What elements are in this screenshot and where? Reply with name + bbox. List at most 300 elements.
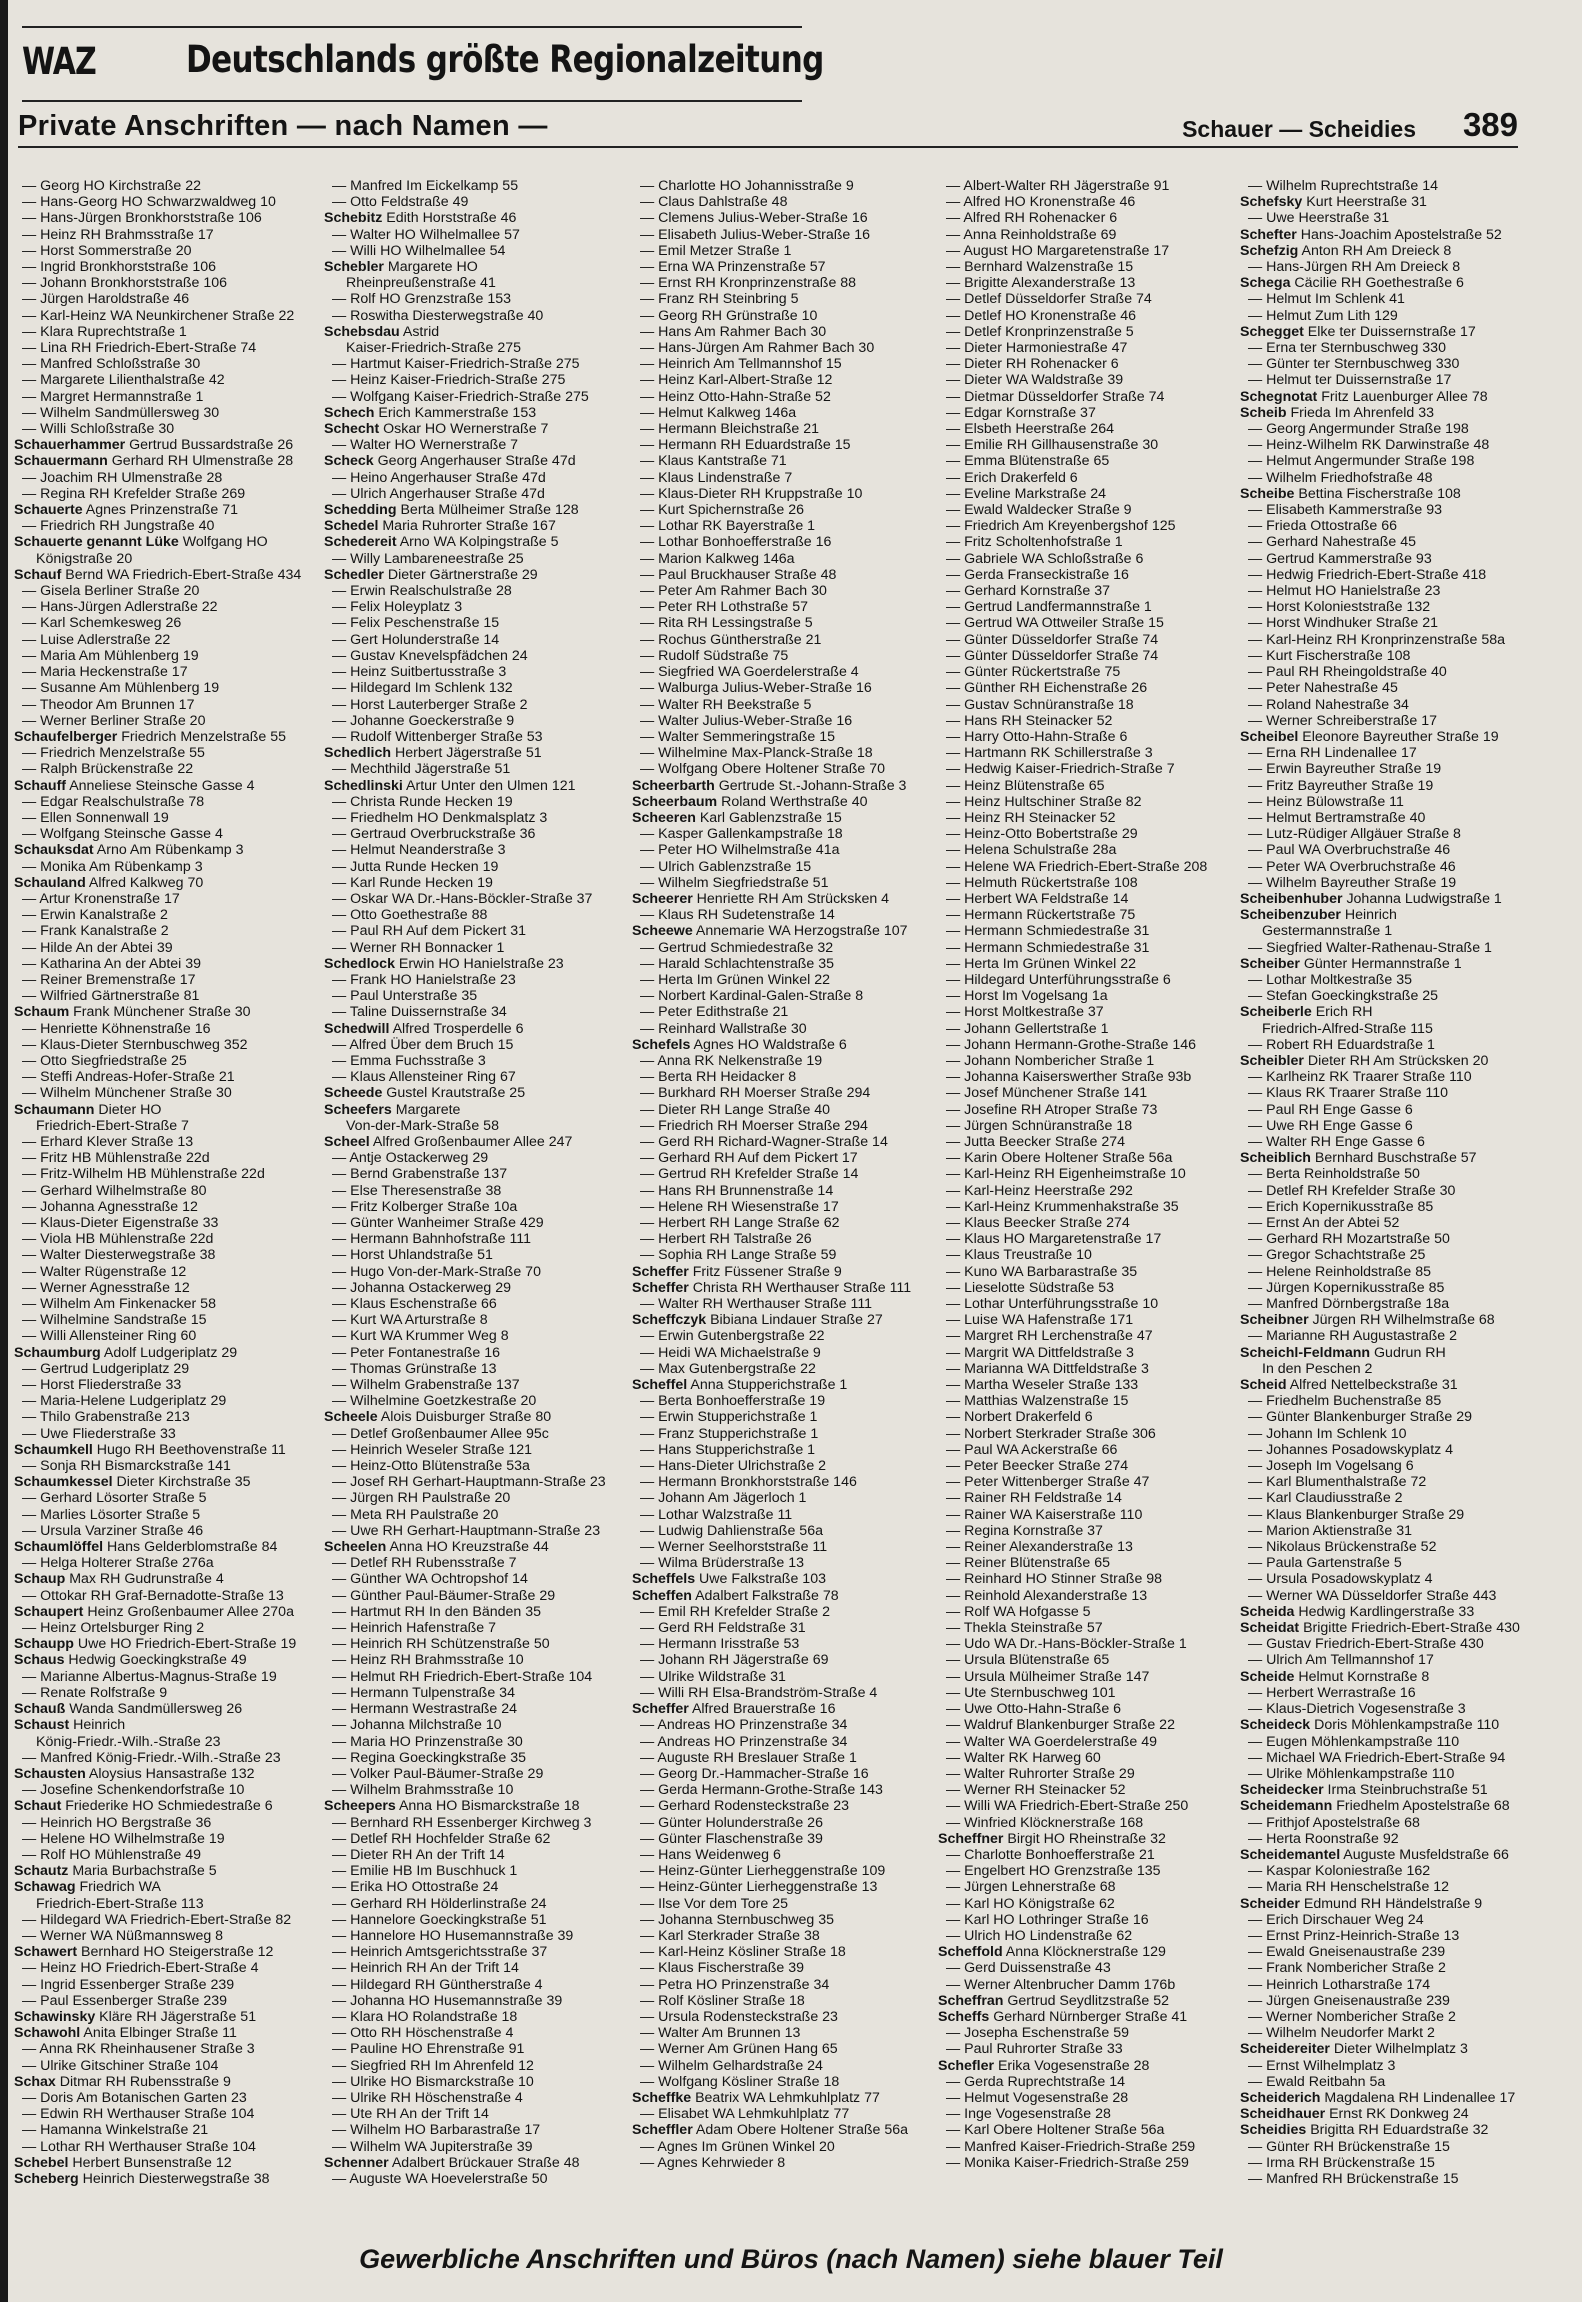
directory-entry: — Doris Am Botanischen Garten 23 <box>14 2090 314 2106</box>
directory-entry: — Klaus Fischerstraße 39 <box>632 1960 932 1976</box>
directory-entry: — Helene RH Wiesenstraße 17 <box>632 1199 932 1215</box>
directory-entry: — Kuno WA Barbarastraße 35 <box>938 1264 1238 1280</box>
directory-entry: — Gisela Berliner Straße 20 <box>14 583 314 599</box>
directory-entry: — Karl Runde Hecken 19 <box>324 875 624 891</box>
surname-entry: Schegnotat Fritz Lauenburger Allee 78 <box>1240 388 1488 405</box>
directory-entry: — Hans-Dieter Ulrichstraße 2 <box>632 1458 932 1474</box>
directory-entry: — Willi RH Elsa-Brandström-Straße 4 <box>632 1685 932 1701</box>
directory-entry: — Marlies Lösorter Straße 5 <box>14 1507 314 1523</box>
surname: Scheider <box>1240 1895 1300 1912</box>
directory-entry: — Heinrich Amtsgerichtsstraße 37 <box>324 1944 624 1960</box>
surname-entry: Scheffold Anna Klöcknerstraße 129 <box>938 1944 1166 1961</box>
directory-entry: — Alfred RH Rohenacker 6 <box>938 210 1238 226</box>
directory-entry: — Gerda Hermann-Grothe-Straße 143 <box>632 1782 932 1798</box>
surname: Scheffer <box>632 1279 689 1296</box>
directory-entry: — Johann Hermann-Grothe-Straße 146 <box>938 1037 1238 1053</box>
directory-entry: — Ulrike Gitschiner Straße 104 <box>14 2058 314 2074</box>
directory-entry: — Marianna WA Dittfeldstraße 3 <box>938 1361 1238 1377</box>
surname-entry: Scheffczyk Bibiana Lindauer Straße 27 <box>632 1312 883 1329</box>
directory-entry: — Hans-Jürgen Adlerstraße 22 <box>14 599 314 615</box>
surname: Scheibler <box>1240 1052 1304 1069</box>
directory-entry: — Kurt Spichernstraße 26 <box>632 502 932 518</box>
surname-entry: Scheibenhuber Johanna Ludwigstraße 1 <box>1240 890 1502 907</box>
directory-entry: — Erwin Realschulstraße 28 <box>324 583 624 599</box>
directory-entry: — Walter Rügenstraße 12 <box>14 1264 314 1280</box>
surname: Schaumlöffel <box>14 1539 104 1556</box>
surname-entry: Scheefers Margarete <box>324 1101 461 1118</box>
masthead <box>18 26 1518 98</box>
directory-entry: — Helmut ter Duissernstraße 17 <box>1240 372 1540 388</box>
directory-entry: — Hans-Georg HO Schwarzwaldweg 10 <box>14 194 314 210</box>
surname-entry: Schauerte Agnes Prinzenstraße 71 <box>14 502 238 519</box>
surname: Schedler <box>324 566 384 583</box>
surname-entry: Scheida Hedwig Kardlingerstraße 33 <box>1240 1603 1475 1620</box>
surname-entry: Scheide Helmut Kornstraße 8 <box>1240 1668 1430 1685</box>
directory-entry: — Margret RH Lerchenstraße 47 <box>938 1328 1238 1344</box>
directory-entry: — Taline Duissernstraße 34 <box>324 1004 624 1020</box>
directory-entry: — Ursula Mülheimer Straße 147 <box>938 1669 1238 1685</box>
directory-entry: — Georg Dr.-Hammacher-Straße 16 <box>632 1766 932 1782</box>
directory-entry: — Günther WA Ochtropshof 14 <box>324 1571 624 1587</box>
directory-entry: — Günter Wanheimer Straße 429 <box>324 1215 624 1231</box>
surname: Schegget <box>1240 323 1304 340</box>
directory-entry: — Werner Agnesstraße 12 <box>14 1280 314 1296</box>
directory-entry: — Herbert WA Feldstraße 14 <box>938 891 1238 907</box>
directory-entry: — Margrit WA Dittfeldstraße 3 <box>938 1345 1238 1361</box>
directory-entry: — Gertrud Kammerstraße 93 <box>1240 551 1540 567</box>
surname-entry: Scheck Georg Angerhauser Straße 47d <box>324 453 576 470</box>
directory-entry: — Detlef Düsseldorfer Straße 74 <box>938 291 1238 307</box>
directory-entry: — Helmut Neanderstraße 3 <box>324 842 624 858</box>
directory-columns <box>14 178 1524 2228</box>
surname: Schedwill <box>324 1020 390 1037</box>
directory-entry: — Detlef RH Hochfelder Straße 62 <box>324 1831 624 1847</box>
entry-continuation: Kaiser-Friedrich-Straße 275 <box>346 340 522 357</box>
surname-entry: Schedler Dieter Gärtnerstraße 29 <box>324 566 538 583</box>
directory-entry: — Rudolf Wittenberger Straße 53 <box>324 729 624 745</box>
surname: Schaus <box>14 1652 65 1669</box>
directory-entry: — Helmut Kalkweg 146a <box>632 405 932 421</box>
directory-entry: — Werner Am Grünen Hang 65 <box>632 2041 932 2057</box>
entry-continuation: Friedrich-Ebert-Straße 113 <box>36 1895 204 1912</box>
directory-entry: — Horst Windhuker Straße 21 <box>1240 615 1540 631</box>
masthead-rule <box>22 26 802 28</box>
directory-entry: — Max Gutenbergstraße 22 <box>632 1361 932 1377</box>
directory-entry: — Wilfried Gärtnerstraße 81 <box>14 988 314 1004</box>
directory-entry: — Josef Münchener Straße 141 <box>938 1085 1238 1101</box>
surname: Scheelen <box>324 1539 387 1556</box>
surname: Scheiblich <box>1240 1150 1311 1167</box>
directory-entry: — Herta Im Grünen Winkel 22 <box>632 972 932 988</box>
surname: Scheib <box>1240 404 1287 421</box>
directory-entry: — Hannelore Goeckingkstraße 51 <box>324 1912 624 1928</box>
surname-entry: Schefsky Kurt Heerstraße 31 <box>1240 194 1427 211</box>
surname-entry: Scheidecker Irma Steinbruchstraße 51 <box>1240 1782 1488 1799</box>
directory-entry: — Anna RK Rheinhausener Straße 3 <box>14 2041 314 2057</box>
surname-entry: Schedwill Alfred Trosperdelle 6 <box>324 1020 524 1037</box>
directory-entry: — Erich Dirschauer Weg 24 <box>1240 1912 1540 1928</box>
directory-entry: — Paul Bruckhauser Straße 48 <box>632 567 932 583</box>
directory-entry: — Karl Claudiusstraße 2 <box>1240 1490 1540 1506</box>
directory-entry: — Inge Vogesenstraße 28 <box>938 2106 1238 2122</box>
directory-entry: — Klara HO Rolandstraße 18 <box>324 2009 624 2025</box>
surname: Schauland <box>14 874 86 891</box>
header-rule <box>18 146 1518 148</box>
directory-entry: — Franz Stupperichstraße 1 <box>632 1426 932 1442</box>
directory-entry: — Johannes Posadowskyplatz 4 <box>1240 1442 1540 1458</box>
directory-entry: — Hermann Tulpenstraße 34 <box>324 1685 624 1701</box>
directory-entry: — Jürgen Haroldstraße 46 <box>14 291 314 307</box>
directory-entry: — Johanna HO Husemannstraße 39 <box>324 1993 624 2009</box>
directory-entry: — Herbert RH Lange Straße 62 <box>632 1215 932 1231</box>
surname-entry: Scheel Alfred Großenbaumer Allee 247 <box>324 1133 573 1150</box>
directory-entry: — Luise WA Hafenstraße 171 <box>938 1312 1238 1328</box>
directory-entry: — Katharina An der Abtei 39 <box>14 956 314 972</box>
surname-entry: Scheiblich Bernhard Buschstraße 57 <box>1240 1150 1477 1167</box>
directory-entry: — Gerda Franseckistraße 16 <box>938 567 1238 583</box>
directory-entry: — Hamanna Winkelstraße 21 <box>14 2122 314 2138</box>
surname: Scheffer <box>632 1701 689 1718</box>
directory-entry: — Rainer WA Kaiserstraße 110 <box>938 1507 1238 1523</box>
surname: Scheidemantel <box>1240 1846 1341 1863</box>
directory-entry: — Henriette Köhnenstraße 16 <box>14 1021 314 1037</box>
directory-entry: — Bernd Grabenstraße 137 <box>324 1166 624 1182</box>
directory-entry: — Berta Reinholdstraße 50 <box>1240 1166 1540 1182</box>
surname: Scheewe <box>632 923 693 940</box>
directory-entry: — Fritz Kolberger Straße 10a <box>324 1199 624 1215</box>
directory-entry: — Günter Blankenburger Straße 29 <box>1240 1409 1540 1425</box>
directory-entry: — Helmut Angermunder Straße 198 <box>1240 453 1540 469</box>
directory-entry: — Erhard Klever Straße 13 <box>14 1134 314 1150</box>
surname: Scheichl-Feldmann <box>1240 1344 1371 1361</box>
surname: Scheida <box>1240 1603 1295 1620</box>
directory-entry: — Gertrud Landfermannstraße 1 <box>938 599 1238 615</box>
directory-entry: — Josefine Schenkendorfstraße 10 <box>14 1782 314 1798</box>
name-range: Schauer — Scheidies <box>1182 116 1416 142</box>
directory-entry: — Gregor Schachtstraße 25 <box>1240 1247 1540 1263</box>
directory-entry: — Emilie RH Gillhausenstraße 30 <box>938 437 1238 453</box>
surname-entry: Scheerbaum Roland Werthstraße 40 <box>632 793 868 810</box>
directory-entry: — Helene Reinholdstraße 85 <box>1240 1264 1540 1280</box>
directory-entry: — Hermann RH Eduardstraße 15 <box>632 437 932 453</box>
surname: Scheel <box>324 1133 370 1150</box>
surname-entry: Scheibler Dieter RH Am Strücksken 20 <box>1240 1052 1489 1069</box>
surname: Schenner <box>324 2154 389 2171</box>
surname: Scheiberle <box>1240 1004 1312 1021</box>
directory-entry: — Manfred Dörnbergstraße 18a <box>1240 1296 1540 1312</box>
directory-entry: — Klaus Blankenburger Straße 29 <box>1240 1507 1540 1523</box>
directory-entry: — Anna Reinholdstraße 69 <box>938 227 1238 243</box>
directory-entry: — Hermann Bleichstraße 21 <box>632 421 932 437</box>
directory-entry: — Charlotte Bonhoefferstraße 21 <box>938 1847 1238 1863</box>
directory-entry: — Ernst RH Kronprinzenstraße 88 <box>632 275 932 291</box>
directory-entry: — Herbert RH Talstraße 26 <box>632 1231 932 1247</box>
directory-entry: — Heinz-Günter Lierheggenstraße 109 <box>632 1863 932 1879</box>
directory-entry: — Horst Sommerstraße 20 <box>14 243 314 259</box>
directory-entry: — Horst Fliederstraße 33 <box>14 1377 314 1393</box>
surname: Scheibenzuber <box>1240 907 1341 924</box>
directory-entry: — Frank Nombericher Straße 2 <box>1240 1960 1540 1976</box>
directory-entry: — Johanna Sternbuschweg 35 <box>632 1912 932 1928</box>
directory-entry: — Ulrike Wildstraße 31 <box>632 1669 932 1685</box>
directory-entry: — Waldruf Blankenburger Straße 22 <box>938 1717 1238 1733</box>
directory-entry: — Hartmut RH In den Bänden 35 <box>324 1604 624 1620</box>
directory-entry: — Maria HO Prinzenstraße 30 <box>324 1734 624 1750</box>
footer-note: Gewerbliche Anschriften und Büros (nach Namen) siehe blauer Teil <box>359 2244 1223 2274</box>
directory-entry: — Irma RH Brückenstraße 15 <box>1240 2155 1540 2171</box>
directory-entry: — Norbert Kardinal-Galen-Straße 8 <box>632 988 932 1004</box>
directory-entry: — Ute RH An der Trift 14 <box>324 2106 624 2122</box>
directory-entry: — Hans Stupperichstraße 1 <box>632 1442 932 1458</box>
directory-entry: — Agnes Im Grünen Winkel 20 <box>632 2139 932 2155</box>
directory-entry: — Heinz Karl-Albert-Straße 12 <box>632 372 932 388</box>
directory-entry: — Wilhelm Brahmsstraße 10 <box>324 1782 624 1798</box>
surname-entry: Schauff Anneliese Steinsche Gasse 4 <box>14 777 255 794</box>
surname-entry: Scheffer Alfred Brauerstraße 16 <box>632 1701 836 1718</box>
surname-entry: Schaust Heinrich <box>14 1717 126 1734</box>
directory-entry: — Marianne RH Augustastraße 2 <box>1240 1328 1540 1344</box>
surname: Schaumkessel <box>14 1474 113 1491</box>
directory-entry: — Ulrike RH Höschenstraße 4 <box>324 2090 624 2106</box>
directory-entry: — Herta Roonstraße 92 <box>1240 1831 1540 1847</box>
surname-entry: Scheede Gustel Krautstraße 25 <box>324 1085 526 1102</box>
directory-entry: — Walburga Julius-Weber-Straße 16 <box>632 680 932 696</box>
directory-entry: — Josepha Eschenstraße 59 <box>938 2025 1238 2041</box>
directory-entry: — Lina RH Friedrich-Ebert-Straße 74 <box>14 340 314 356</box>
directory-entry: — Karl-Heinz WA Neunkirchener Straße 22 <box>14 308 314 324</box>
directory-entry: — Kurt WA Krummer Weg 8 <box>324 1328 624 1344</box>
directory-entry: — Friedrich RH Moerser Straße 294 <box>632 1118 932 1134</box>
directory-entry: — Manfred Im Eickelkamp 55 <box>324 178 624 194</box>
surname-entry: Scheichl-Feldmann Gudrun RH <box>1240 1344 1446 1361</box>
directory-entry: — Frank HO Hanielstraße 23 <box>324 972 624 988</box>
directory-entry: — Reinhard HO Stinner Straße 98 <box>938 1571 1238 1587</box>
directory-entry: — Edgar Kornstraße 37 <box>938 405 1238 421</box>
directory-entry: — Marion Kalkweg 146a <box>632 551 932 567</box>
surname-entry: Schawinsky Kläre RH Jägerstraße 51 <box>14 2008 257 2025</box>
directory-entry: — Bernhard RH Essenberger Kirchweg 3 <box>324 1815 624 1831</box>
surname: Schaup <box>14 1571 66 1588</box>
directory-entry: — Eveline Markstraße 24 <box>938 486 1238 502</box>
directory-entry: — Jutta Runde Hecken 19 <box>324 859 624 875</box>
surname: Schax <box>14 2073 56 2090</box>
surname: Schefler <box>938 2057 994 2074</box>
directory-entry: — Hans-Jürgen RH Am Dreieck 8 <box>1240 259 1540 275</box>
surname: Scheidereiter <box>1240 2041 1330 2058</box>
directory-entry: — Kaspar Koloniestraße 162 <box>1240 1863 1540 1879</box>
directory-entry: — Pauline HO Ehrenstraße 91 <box>324 2041 624 2057</box>
directory-entry: — Willi Schloßstraße 30 <box>14 421 314 437</box>
surname-entry: Scheidemantel Auguste Musfeldstraße 66 <box>1240 1846 1509 1863</box>
surname-entry: Schauland Alfred Kalkweg 70 <box>14 874 204 891</box>
directory-entry: — Jürgen Gneisenaustraße 239 <box>1240 1993 1540 2009</box>
section-title: Private Anschriften — nach Namen — <box>18 110 548 142</box>
surname-entry: Schedlinski Artur Unter den Ulmen 121 <box>324 777 576 794</box>
directory-entry: — Herta Im Grünen Winkel 22 <box>938 956 1238 972</box>
surname: Schaufelberger <box>14 728 118 745</box>
directory-entry: — Heinz-Günter Lierheggenstraße 13 <box>632 1879 932 1895</box>
directory-entry: — Günter Holunderstraße 26 <box>632 1815 932 1831</box>
directory-entry: — Ellen Sonnenwall 19 <box>14 810 314 826</box>
surname: Schebitz <box>324 210 383 227</box>
directory-entry: — Artur Kronenstraße 17 <box>14 891 314 907</box>
surname: Scheidat <box>1240 1620 1300 1637</box>
directory-entry: — Ingrid Essenberger Straße 239 <box>14 1977 314 1993</box>
surname-entry: Scheidat Brigitte Friedrich-Ebert-Straße 430 <box>1240 1620 1520 1637</box>
directory-entry: — Hildegard RH Güntherstraße 4 <box>324 1977 624 1993</box>
directory-entry: — Wilhelmine Goetzkestraße 20 <box>324 1393 624 1409</box>
directory-entry: — Heinrich Weseler Straße 121 <box>324 1442 624 1458</box>
surname: Schautz <box>14 1863 69 1880</box>
directory-entry: — Rolf HO Mühlenstraße 49 <box>14 1847 314 1863</box>
directory-entry: — Hugo Von-der-Mark-Straße 70 <box>324 1264 624 1280</box>
directory-entry: — Helmuth Rückertstraße 108 <box>938 875 1238 891</box>
directory-entry: — Heinrich Am Tellmannshof 15 <box>632 356 932 372</box>
directory-entry: — Jürgen Schnüranstraße 18 <box>938 1118 1238 1134</box>
directory-entry: — Jürgen Kopernikusstraße 85 <box>1240 1280 1540 1296</box>
entry-continuation: Von-der-Mark-Straße 58 <box>346 1117 499 1134</box>
page-number: 389 <box>1462 106 1518 143</box>
directory-entry: — Erika HO Ottostraße 24 <box>324 1879 624 1895</box>
directory-entry: — Erna ter Sternbuschweg 330 <box>1240 340 1540 356</box>
directory-entry: — Bernhard Walzenstraße 15 <box>938 259 1238 275</box>
directory-entry: — Regina RH Krefelder Straße 269 <box>14 486 314 502</box>
directory-entry: — Gustav Knevelspfädchen 24 <box>324 648 624 664</box>
surname-entry: Schebsdau Astrid <box>324 323 440 340</box>
surname-entry: Schawag Friedrich WA <box>14 1879 161 1896</box>
directory-entry: — Helga Holterer Straße 276a <box>14 1555 314 1571</box>
directory-entry: — Peter Fontanestraße 16 <box>324 1345 624 1361</box>
directory-entry: — Gerhard Lösorter Straße 5 <box>14 1490 314 1506</box>
directory-entry: — Georg Angermunder Straße 198 <box>1240 421 1540 437</box>
surname-entry: Schaumkessel Dieter Kirchstraße 35 <box>14 1474 251 1491</box>
directory-entry: — Ulrich Angerhauser Straße 47d <box>324 486 624 502</box>
directory-entry: — Christa Runde Hecken 19 <box>324 794 624 810</box>
surname: Schauksdat <box>14 842 94 859</box>
surname: Scheffczyk <box>632 1312 707 1329</box>
directory-entry: — Paul Essenberger Straße 239 <box>14 1993 314 2009</box>
directory-entry: — Klaus Kantstraße 71 <box>632 453 932 469</box>
directory-entry: — Heinz Otto-Hahn-Straße 52 <box>632 389 932 405</box>
surname-entry: Scheffen Adalbert Falkstraße 78 <box>632 1587 839 1604</box>
directory-entry: — Georg HO Kirchstraße 22 <box>14 178 314 194</box>
directory-entry: — Edgar Realschulstraße 78 <box>14 794 314 810</box>
directory-entry: — Wilhelm Am Finkenacker 58 <box>14 1296 314 1312</box>
surname-entry: Schenner Adalbert Brückauer Straße 48 <box>324 2154 580 2171</box>
directory-entry: — Paul RH Rheingoldstraße 40 <box>1240 664 1540 680</box>
directory-entry: — Johanna Kaiserswerther Straße 93b <box>938 1069 1238 1085</box>
directory-entry: — Werner Altenbrucher Damm 176b <box>938 1977 1238 1993</box>
surname-entry: Scheibner Jürgen RH Wilhelmstraße 68 <box>1240 1312 1495 1329</box>
directory-entry: — Werner Berliner Straße 20 <box>14 713 314 729</box>
directory-entry: — Dieter RH Rohenacker 6 <box>938 356 1238 372</box>
surname: Scheibner <box>1240 1312 1309 1329</box>
directory-entry: — Peter RH Lothstraße 57 <box>632 599 932 615</box>
directory-entry: — Antje Ostackerweg 29 <box>324 1150 624 1166</box>
directory-entry: — Walter HO Wernerstraße 7 <box>324 437 624 453</box>
directory-entry: — Helmut RH Friedrich-Ebert-Straße 104 <box>324 1669 624 1685</box>
directory-entry: — Meta RH Paulstraße 20 <box>324 1507 624 1523</box>
entry-continuation: Rheinpreußenstraße 41 <box>346 275 496 292</box>
surname: Scheberg <box>14 2170 79 2187</box>
surname-entry: Schedlock Erwin HO Hanielstraße 23 <box>324 955 564 972</box>
directory-entry: — Paula Gartenstraße 5 <box>1240 1555 1540 1571</box>
surname: Schaum <box>14 1004 70 1021</box>
surname-entry: Scheidies Brigitta RH Eduardstraße 32 <box>1240 2122 1489 2139</box>
directory-entry: — Wilma Brüderstraße 13 <box>632 1555 932 1571</box>
directory-entry: — Hans RH Brunnenstraße 14 <box>632 1183 932 1199</box>
directory-entry: — Reiner Bremenstraße 17 <box>14 972 314 988</box>
surname-entry: Schaumann Dieter HO <box>14 1101 162 1118</box>
directory-entry: — Heinz Kaiser-Friedrich-Straße 275 <box>324 372 624 388</box>
directory-entry: — Johann Bronkhorststraße 106 <box>14 275 314 291</box>
directory-entry: — Ernst An der Abtei 52 <box>1240 1215 1540 1231</box>
directory-entry: — Günther Paul-Bäumer-Straße 29 <box>324 1588 624 1604</box>
directory-entry: — Klaus-Dieter Eigenstraße 33 <box>14 1215 314 1231</box>
directory-entry: — Werner RH Bonnacker 1 <box>324 940 624 956</box>
directory-entry: — Roland Nahestraße 34 <box>1240 697 1540 713</box>
directory-entry: — Ursula Blütenstraße 65 <box>938 1652 1238 1668</box>
directory-entry: — Horst Kolonieststraße 132 <box>1240 599 1540 615</box>
directory-entry: — Günter Düsseldorfer Straße 74 <box>938 648 1238 664</box>
directory-entry: — Uwe Heerstraße 31 <box>1240 210 1540 226</box>
directory-entry: — Ludwig Dahlienstraße 56a <box>632 1523 932 1539</box>
directory-entry: — Andreas HO Prinzenstraße 34 <box>632 1734 932 1750</box>
surname: Scheibel <box>1240 728 1299 745</box>
directory-column <box>14 178 314 2187</box>
directory-entry: — Dieter RH Lange Straße 40 <box>632 1102 932 1118</box>
directory-entry: — Ewald Waldecker Straße 9 <box>938 502 1238 518</box>
directory-entry: — Wolfgang Obere Holtener Straße 70 <box>632 761 932 777</box>
directory-entry: — Reinhard Wallstraße 30 <box>632 1021 932 1037</box>
directory-entry: — Horst Moltkestraße 37 <box>938 1004 1238 1020</box>
directory-entry: — Ulrich HO Lindenstraße 62 <box>938 1928 1238 1944</box>
directory-entry: — Matthias Walzenstraße 15 <box>938 1393 1238 1409</box>
directory-entry: — Johanna Milchstraße 10 <box>324 1717 624 1733</box>
surname: Schaumkell <box>14 1441 93 1458</box>
surname: Schawert <box>14 1944 78 1961</box>
directory-entry: — Hedwig Kaiser-Friedrich-Straße 7 <box>938 761 1238 777</box>
surname-entry: Schedel Maria Ruhrorter Straße 167 <box>324 518 556 535</box>
surname-entry: Scheiderich Magdalena RH Lindenallee 17 <box>1240 2089 1516 2106</box>
directory-entry: — Hildegard Im Schlenk 132 <box>324 680 624 696</box>
directory-entry: — Wilhelm Grabenstraße 137 <box>324 1377 624 1393</box>
directory-entry: — Peter Nahestraße 45 <box>1240 680 1540 696</box>
section-header <box>18 106 1518 148</box>
directory-entry: — Norbert Drakerfeld 6 <box>938 1409 1238 1425</box>
surname-entry: Schaus Hedwig Goeckingkstraße 49 <box>14 1652 247 1669</box>
directory-entry: — Clemens Julius-Weber-Straße 16 <box>632 210 932 226</box>
directory-entry: — Heinz Suitbertusstraße 3 <box>324 664 624 680</box>
directory-entry: — Manfred Kaiser-Friedrich-Straße 259 <box>938 2139 1238 2155</box>
directory-entry: — Willi HO Wilhelmallee 54 <box>324 243 624 259</box>
surname-entry: Schefler Erika Vogesenstraße 28 <box>938 2057 1150 2074</box>
directory-entry: — Manfred König-Friedr.-Wilh.-Straße 23 <box>14 1750 314 1766</box>
directory-entry: — Edwin RH Werthauser Straße 104 <box>14 2106 314 2122</box>
entry-continuation: In den Peschen 2 <box>1262 1360 1373 1377</box>
directory-entry: — Rolf Kösliner Straße 18 <box>632 1993 932 2009</box>
directory-entry: — Detlef RH Krefelder Straße 30 <box>1240 1183 1540 1199</box>
surname-entry: Schaum Frank Münchener Straße 30 <box>14 1004 251 1021</box>
directory-entry: — Werner Seelhorststraße 11 <box>632 1539 932 1555</box>
surname: Schebsdau <box>324 323 400 340</box>
directory-entry: — Agnes Kehrwieder 8 <box>632 2155 932 2171</box>
directory-entry: — Erich Drakerfeld 6 <box>938 470 1238 486</box>
directory-entry: — Günter Düsseldorfer Straße 74 <box>938 632 1238 648</box>
directory-entry: — Wilhelm Münchener Straße 30 <box>14 1085 314 1101</box>
surname: Schefels <box>632 1036 691 1053</box>
surname: Scheefers <box>324 1101 392 1118</box>
